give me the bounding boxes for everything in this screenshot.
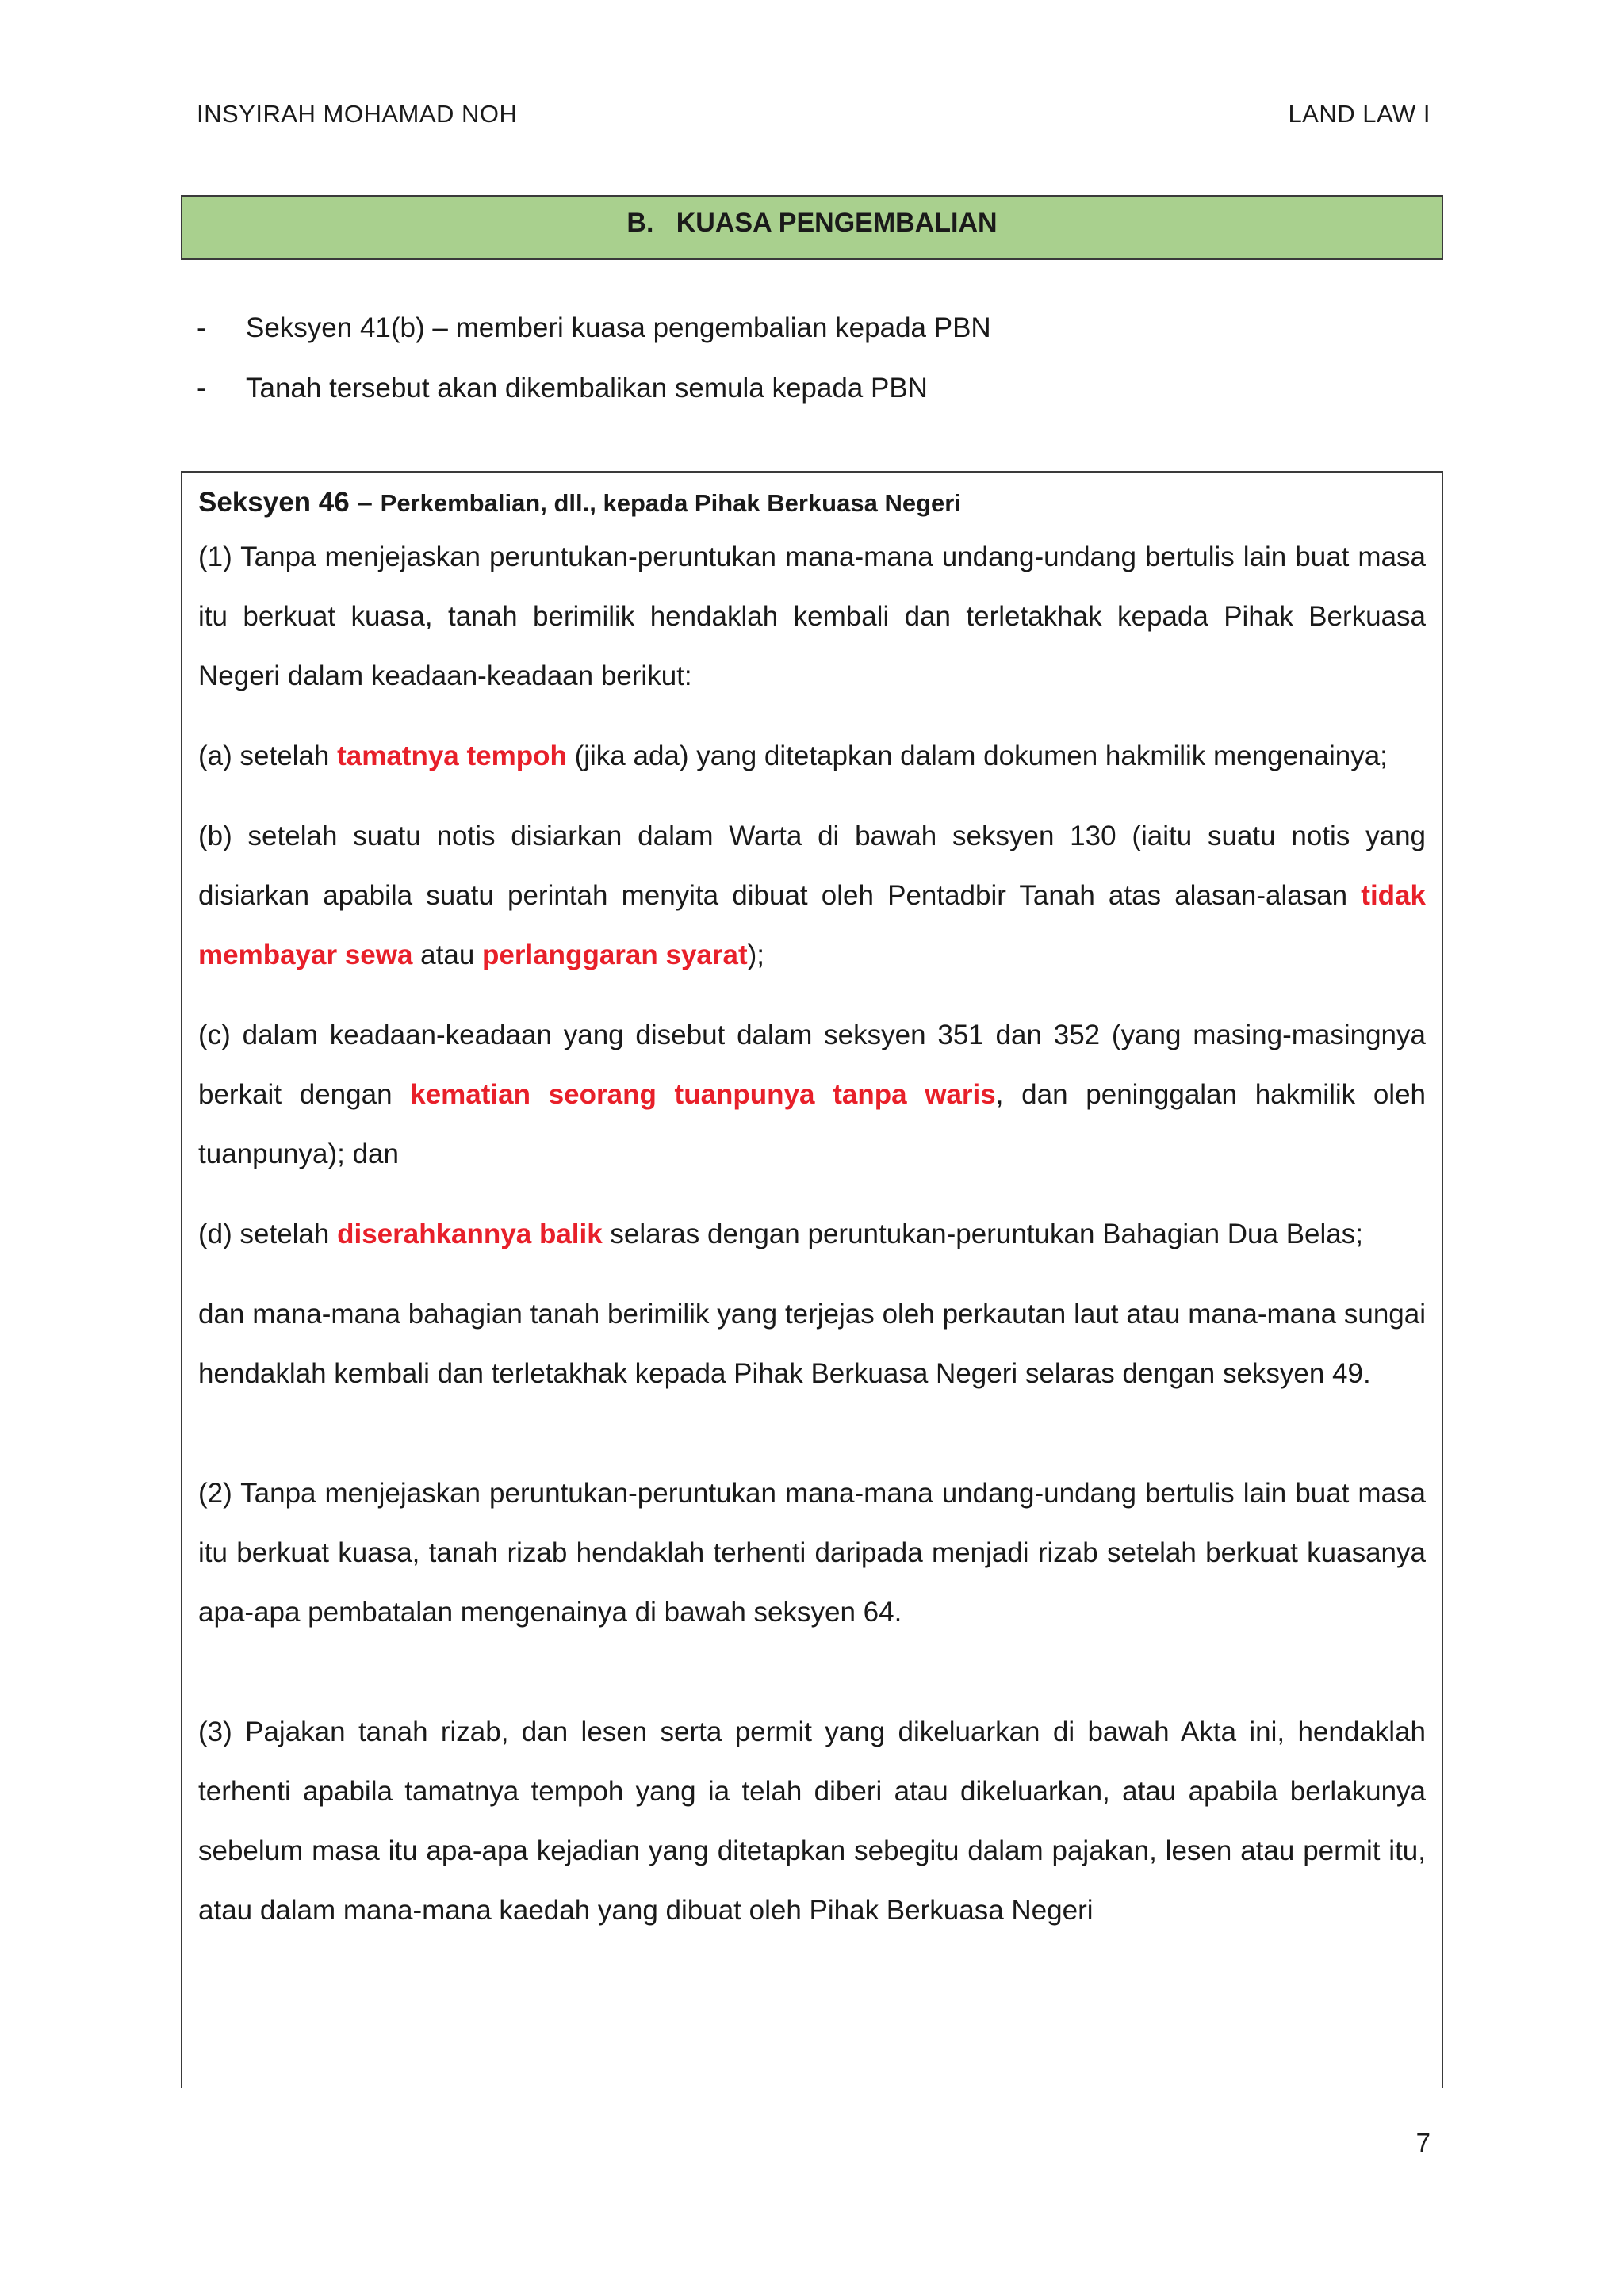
subsection-1: (1) Tanpa menjejaskan peruntukan-peruntukan mana-mana undang-undang bertulis lain buat masa itu berkuat kuasa, tanah berimilik hendaklah kembali dan terletakhak kepada Pihak Berkuasa Negeri dalam keadaan-keadaan berikut: — [198, 541, 1426, 691]
clause-b — [198, 806, 1426, 985]
highlight-text: perlanggaran syarat — [482, 939, 748, 970]
bullet-text: Tanah tersebut akan dikembalikan semula kepada PBN — [246, 373, 928, 404]
section-title: B. KUASA PENGEMBALIAN — [626, 208, 998, 238]
highlight-text: diserahkannya balik — [337, 1219, 603, 1249]
clause-text: (a) setelah — [198, 740, 338, 771]
statute-heading — [198, 480, 1426, 526]
list-item — [197, 306, 1431, 366]
statute-box — [181, 471, 1443, 2088]
page-number: 7 — [1415, 2128, 1431, 2157]
page-header — [197, 100, 1431, 135]
statute-section-title: Perkembalian, dll., kepada Pihak Berkuasa Negeri — [380, 489, 961, 517]
clause-a — [198, 726, 1426, 786]
clause-text: ); — [747, 939, 765, 970]
clause-text: (jika ada) yang ditetapkan dalam dokumen hakmilik mengenainya; — [566, 740, 1388, 771]
header-author: INSYIRAH MOHAMAD NOH — [197, 100, 518, 128]
clause-text: atau — [412, 939, 483, 970]
clause-text: selaras dengan peruntukan-peruntukan Bahagian Dua Belas; — [602, 1219, 1363, 1249]
clause-text: , dan peninggalan hakmilik oleh tuanpunya); dan — [198, 1079, 1426, 1169]
clause-text: (b) setelah suatu notis disiarkan dalam Warta di bawah seksyen 130 (iaitu suatu notis yang disiarkan apabila suatu perintah menyita dibuat oleh Pentadbir Tanah atas alasan-alasan — [198, 821, 1426, 911]
header-course: LAND LAW I — [1288, 100, 1431, 128]
highlight-text: tidak membayar sewa — [198, 880, 1426, 970]
subsection-3: (3) Pajakan tanah rizab, dan lesen serta permit yang dikeluarkan di bawah Akta ini, hendaklah terhenti apabila tamatnya tempoh yang ia telah diberi atau dikeluarkan, atau apabila berlakunya sebelum masa itu apa-apa kejadian yang ditetapkan sebegitu dalam pajakan, lesen atau permit itu, atau dalam mana-mana kaedah yang dibuat oleh Pihak Berkuasa Negeri — [198, 1716, 1426, 1926]
bullet-text: Seksyen 41(b) – memberi kuasa pengembalian kepada PBN — [246, 312, 991, 343]
clause-text: (c) dalam keadaan-keadaan yang disebut dalam seksyen 351 dan 352 (yang masing-masingnya berkait dengan — [198, 1020, 1426, 1110]
clause-text: (d) setelah — [198, 1219, 338, 1249]
list-item — [197, 366, 1431, 427]
bullet-list — [197, 306, 1431, 427]
highlight-text: kematian seorang tuanpunya tanpa waris — [410, 1079, 996, 1110]
section-title-banner — [181, 195, 1443, 260]
subsection-1-tail: dan mana-mana bahagian tanah berimilik yang terjejas oleh perkautan laut atau mana-mana sungai hendaklah kembali dan terletakhak kepada Pihak Berkuasa Negeri selaras dengan seksyen 49. — [198, 1299, 1426, 1389]
clause-c — [198, 1005, 1426, 1184]
clause-d — [198, 1204, 1426, 1264]
highlight-text: tamatnya tempoh — [337, 740, 567, 771]
statute-section-number: Seksyen 46 – — [198, 487, 373, 518]
bullet-dash: - — [197, 373, 206, 404]
subsection-2: (2) Tanpa menjejaskan peruntukan-peruntukan mana-mana undang-undang bertulis lain buat masa itu berkuat kuasa, tanah rizab hendaklah terhenti daripada menjadi rizab setelah berkuat kuasanya apa-apa pembatalan mengenainya di bawah seksyen 64. — [198, 1478, 1426, 1628]
bullet-dash: - — [197, 312, 206, 343]
